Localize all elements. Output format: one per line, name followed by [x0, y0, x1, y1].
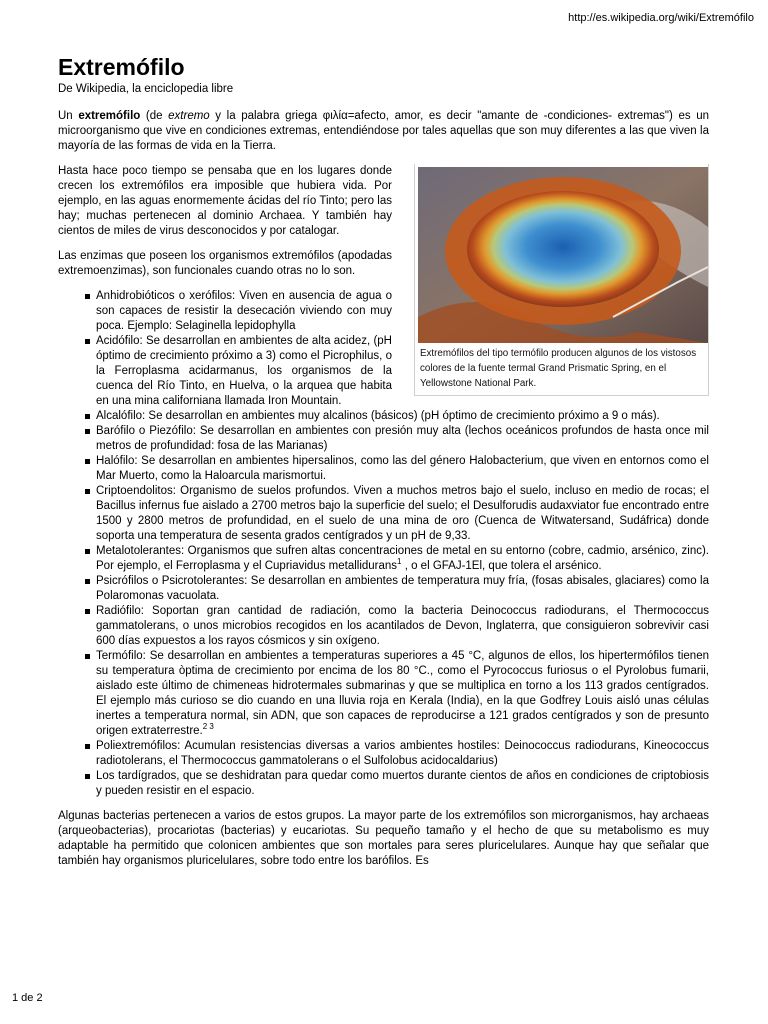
- paragraph-3: Las enzimas que poseen los organismos extremófilos (apodadas extremoenzimas), son funcionales cuando otras no lo son.: [58, 250, 392, 277]
- intro-paragraph: Un extremófilo (de extremo y la palabra griega φιλία=afecto, amor, es decir "amante de -condiciones- extremas") es un microorganismo que vive en condiciones extremas, entendiéndose por tales aquellas que son muy diferentes a las que viven la mayoría de las formas de vida en la Tierra.: [58, 110, 709, 152]
- list-item: Psicrófilos o Psicrotolerantes: Se desarrollan en ambientes de temperatura muy fría, (fosas abisales, glaciares) como la Polaromonas vacuolata.: [96, 575, 709, 602]
- reference-link[interactable]: 2 3: [202, 722, 214, 732]
- list-item: Acidófilo: Se desarrollan en ambientes de alta acidez, (pH óptimo de crecimiento próximo a 3) como el Picrophilus, o la Ferroplasma acidarmanus, los organismos de la cuenca del Río Tinto, en Huelva, o la arquea que habita en una mina californiana llamada Iron Mountain.: [96, 334, 709, 409]
- intro-term: extremófilo: [78, 110, 141, 122]
- page-title: Extremófilo: [58, 54, 185, 80]
- page-number: 1 de 2: [12, 992, 43, 1004]
- list-item: Poliextremófilos: Acumulan resistencias diversas a varios ambientes hostiles: Deinococcus radiodurans, Kineococcus radiotolerans, el Thermococcus gammatolerans o el Sulfolobus acidocaldarius): [96, 740, 709, 767]
- list-item: Radiófilo: Soportan gran cantidad de radiación, como la bacteria Deinococcus radiodurans, el Thermococcus gammatolerans, o unos microbios recogidos en los acantilados de Devon, Inglaterra, que consiguieron sobrevivir casi 600 días expuestos a los rayos cósmicos y sin oxígeno.: [96, 605, 709, 647]
- list-item: Anhidrobióticos o xerófilos: Viven en ausencia de agua o son capaces de resistir la desecación viviendo con muy poca. Ejemplo: Selaginella lepidophylla: [96, 289, 709, 334]
- list-item: Metalotolerantes: Organismos que sufren altas concentraciones de metal en su entorno (cobre, cadmio, arsénico, zinc). Por ejemplo, el Ferroplasma y el Cupriavidus metallidurans$^1$ , o el GFAJ-1El, que tolera el arsénico.: [96, 545, 709, 572]
- list-item: Halófilo: Se desarrollan en ambientes hipersalinos, como las del género Halobacterium, que viven en entornos como el Mar Muerto, como la Haloarcula marismortui.: [96, 455, 709, 482]
- article: [58, 52, 709, 879]
- list-item: Los tardígrados, que se deshidratan para quedar como muertos durante cientos de años en condiciones de criptobiosis y pueden resistir en el espacio.: [96, 770, 709, 797]
- closing-paragraph: Algunas bacterias pertenecen a varios de estos grupos. La mayor parte de los extremófilos son microrganismos, hay archaeas (arqueobacterias), procariotas (bacterias) y eucariotas. Su pequeño tamaño y el hecho de que su metabolismo es muy adaptable ha permitido que colonicen ambientes que son mortales para seres pluricelulares. Aunque hay que señalar que también hay organismos pluricelulares, sobre todo entre los barófilos. Es: [58, 810, 709, 867]
- page-url: http://es.wikipedia.org/wiki/Extremófilo: [568, 12, 754, 24]
- intro-emphasis: extremo: [168, 110, 210, 122]
- list-item: Alcalófilo: Se desarrollan en ambientes muy alcalinos (básicos) (pH óptimo de crecimiento próximo a 9 o más).: [96, 409, 709, 424]
- list-item: Criptoendolitos: Organismo de suelos profundos. Viven a muchos metros bajo el suelo, incluso en medio de rocas; el Bacillus infernus fue aislado a 2700 metros bajo la superficie del suelo; el Desulforudis audaxviator fue encontrado entre 1500 y 2800 metros de profundidad, en el suelo de una mina de oro (Cuenca de Witwatersand, Sudáfrica) donde soporta una temperatura de sesenta grados centígrados y un pH de 9,33.: [96, 485, 709, 542]
- extremophile-types-list: [58, 289, 709, 799]
- page-subtitle: De Wikipedia, la enciclopedia libre: [58, 83, 234, 95]
- list-item: Barófilo o Piezófilo: Se desarrollan en ambientes con presión muy alta (lechos oceánicos profundos de hasta once mil metros de profundidad: fosa de las Marianas): [96, 425, 709, 452]
- reference-link[interactable]: 1: [397, 557, 402, 567]
- figure-caption: Extremófilos del tipo termófilo producen algunos de los vistosos colores de la fuente termal Grand Prismatic Spring, en el Yellowstone National Park.: [420, 348, 697, 389]
- list-item: Termófilo: Se desarrollan en ambientes a temperaturas superiores a 45 °C, algunos de ellos, los hipertermófilos tienen su temperatura òptima de crecimiento por encima de los 80 °C., como el Pyrococcus furiosus o el Pyrolobus fumarii, aislado este último de chimeneas hidrotermales submarinas y que se multiplica en torno a los 113 grados centígrados. El ejemplo más curioso se dio cuando en una lluvia roja en Kerala (India), en la que Godfrey Louis aisló unas células inertes a temperatura normal, sin ADN, que son capaces de reproducirse a 121 grados centígrados y son de presunto origen extraterrestre.$^{2 3}$: [96, 650, 709, 737]
- paragraph-2: Hasta hace poco tiempo se pensaba que en los lugares donde crecen los extremófilos era imposible que hubiera vida. Por ejemplo, en las aguas enormemente ácidas del río Tinto; pero las hay; muchas pertenecen al dominio Archaea. Y también hay cientos de miles de virus desconocidos y por catalogar.: [58, 165, 392, 237]
